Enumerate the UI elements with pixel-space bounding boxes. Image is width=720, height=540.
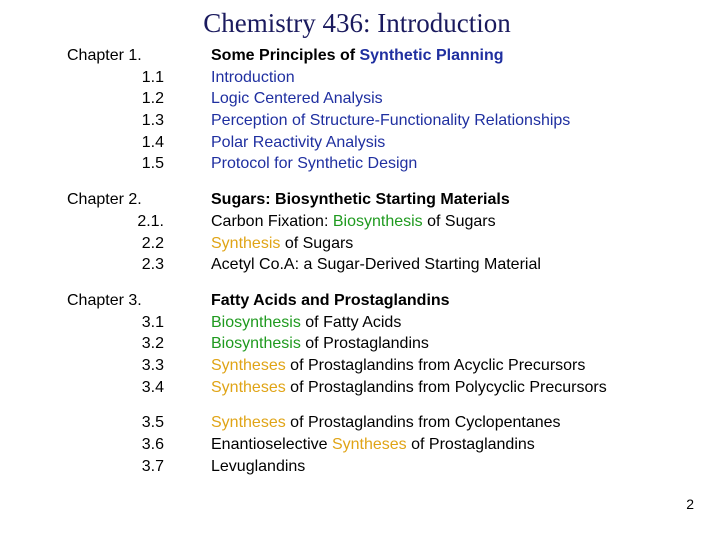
chapter-heading — [0, 290, 720, 312]
list-item — [0, 88, 720, 110]
section-number: 1.2 — [141, 90, 164, 108]
section-number: 2.3 — [141, 256, 164, 274]
section-title — [211, 67, 295, 89]
section-title — [211, 233, 353, 255]
section-title — [211, 355, 585, 377]
list-item — [0, 153, 720, 175]
section-number: 1.4 — [141, 133, 164, 151]
spacer — [0, 175, 720, 189]
text-segment: Syntheses — [211, 414, 286, 432]
section-number: 1.1 — [141, 68, 164, 86]
chapter-title — [211, 189, 510, 211]
chapter-number: Chapter 1. — [67, 47, 142, 64]
list-item — [0, 377, 720, 399]
list-item — [0, 233, 720, 255]
list-item — [0, 412, 720, 434]
section-title — [211, 312, 401, 334]
text-segment: of Fatty Acids — [300, 313, 402, 331]
text-segment: Biosynthesis — [332, 212, 423, 230]
text-segment: of Prostaglandins from Polycyclic Precursors — [285, 378, 607, 396]
text-segment: of Prostaglandins — [406, 436, 535, 453]
text-segment: Introduction — [211, 68, 295, 86]
text-segment: Enantioselective — [211, 436, 332, 453]
spacer — [0, 276, 720, 290]
text-segment: Carbon Fixation: — [211, 212, 333, 230]
text-segment: Sugars: Biosynthetic Starting Materials — [211, 191, 510, 209]
table-of-contents — [0, 45, 720, 477]
chapter-block — [0, 290, 720, 398]
text-segment: of Prostaglandins from Cyclopentanes — [285, 414, 561, 432]
text-segment: Levuglandins — [211, 457, 306, 475]
text-segment: Perception of Structure-Functionality Relationships — [211, 112, 571, 130]
chapter-block — [0, 412, 720, 477]
text-segment: Syntheses — [211, 356, 286, 374]
text-segment: Synthesis — [211, 234, 281, 252]
text-segment: Protocol for Synthetic Design — [211, 155, 418, 173]
chapter-block — [0, 45, 720, 175]
text-segment: Biosynthesis — [211, 313, 301, 331]
section-title — [211, 88, 383, 110]
list-item — [0, 254, 720, 276]
text-segment: Polar Reactivity Analysis — [211, 133, 386, 151]
section-number: 2.1. — [137, 212, 164, 230]
text-segment: of Prostaglandins — [300, 335, 429, 353]
list-item — [0, 312, 720, 334]
chapter-heading — [0, 45, 720, 67]
list-item — [0, 434, 720, 456]
section-number: 3.5 — [141, 414, 164, 432]
chapter-title — [211, 290, 450, 312]
list-item — [0, 67, 720, 89]
section-number: 2.2 — [141, 234, 164, 252]
section-title — [211, 333, 429, 355]
text-segment: Some Principles of — [211, 47, 360, 64]
list-item — [0, 456, 720, 478]
page-title: Chemistry 436: Introduction — [203, 8, 511, 38]
text-segment: of Sugars — [280, 234, 354, 252]
text-segment: of Sugars — [422, 212, 496, 230]
text-segment: Logic Centered Analysis — [211, 90, 383, 108]
text-segment: Synthetic Planning — [359, 47, 504, 64]
section-title — [211, 434, 535, 456]
section-title — [211, 110, 570, 132]
text-segment: Biosynthesis — [211, 335, 301, 353]
list-item — [0, 211, 720, 233]
page-number: 2 — [686, 496, 694, 512]
text-segment: Fatty Acids and Prostaglandins — [211, 291, 450, 309]
section-number: 3.4 — [141, 378, 164, 396]
chapter-heading — [0, 189, 720, 211]
chapter-number: Chapter 2. — [67, 191, 142, 209]
section-number: 3.1 — [141, 313, 164, 331]
list-item — [0, 132, 720, 154]
list-item — [0, 333, 720, 355]
section-title — [211, 132, 385, 154]
chapter-title — [211, 45, 504, 67]
chapter-block — [0, 189, 720, 276]
section-title — [211, 377, 607, 399]
section-number: 3.6 — [141, 436, 164, 453]
spacer — [0, 398, 720, 412]
section-title — [211, 412, 561, 434]
section-number: 1.5 — [141, 155, 164, 173]
list-item — [0, 110, 720, 132]
section-title — [211, 456, 305, 478]
section-number: 3.3 — [141, 356, 164, 374]
text-segment: Acetyl Co.A: a Sugar-Derived Starting Material — [211, 256, 541, 274]
text-segment: Syntheses — [331, 436, 407, 453]
list-item — [0, 355, 720, 377]
section-title — [211, 211, 496, 233]
text-segment: Syntheses — [211, 378, 286, 396]
section-title — [211, 153, 417, 175]
section-number: 1.3 — [141, 112, 164, 130]
section-number: 3.2 — [141, 335, 164, 353]
text-segment: of Prostaglandins from Acyclic Precursors — [285, 356, 586, 374]
section-number: 3.7 — [141, 457, 164, 475]
section-title — [211, 254, 541, 276]
chapter-number: Chapter 3. — [67, 291, 142, 309]
